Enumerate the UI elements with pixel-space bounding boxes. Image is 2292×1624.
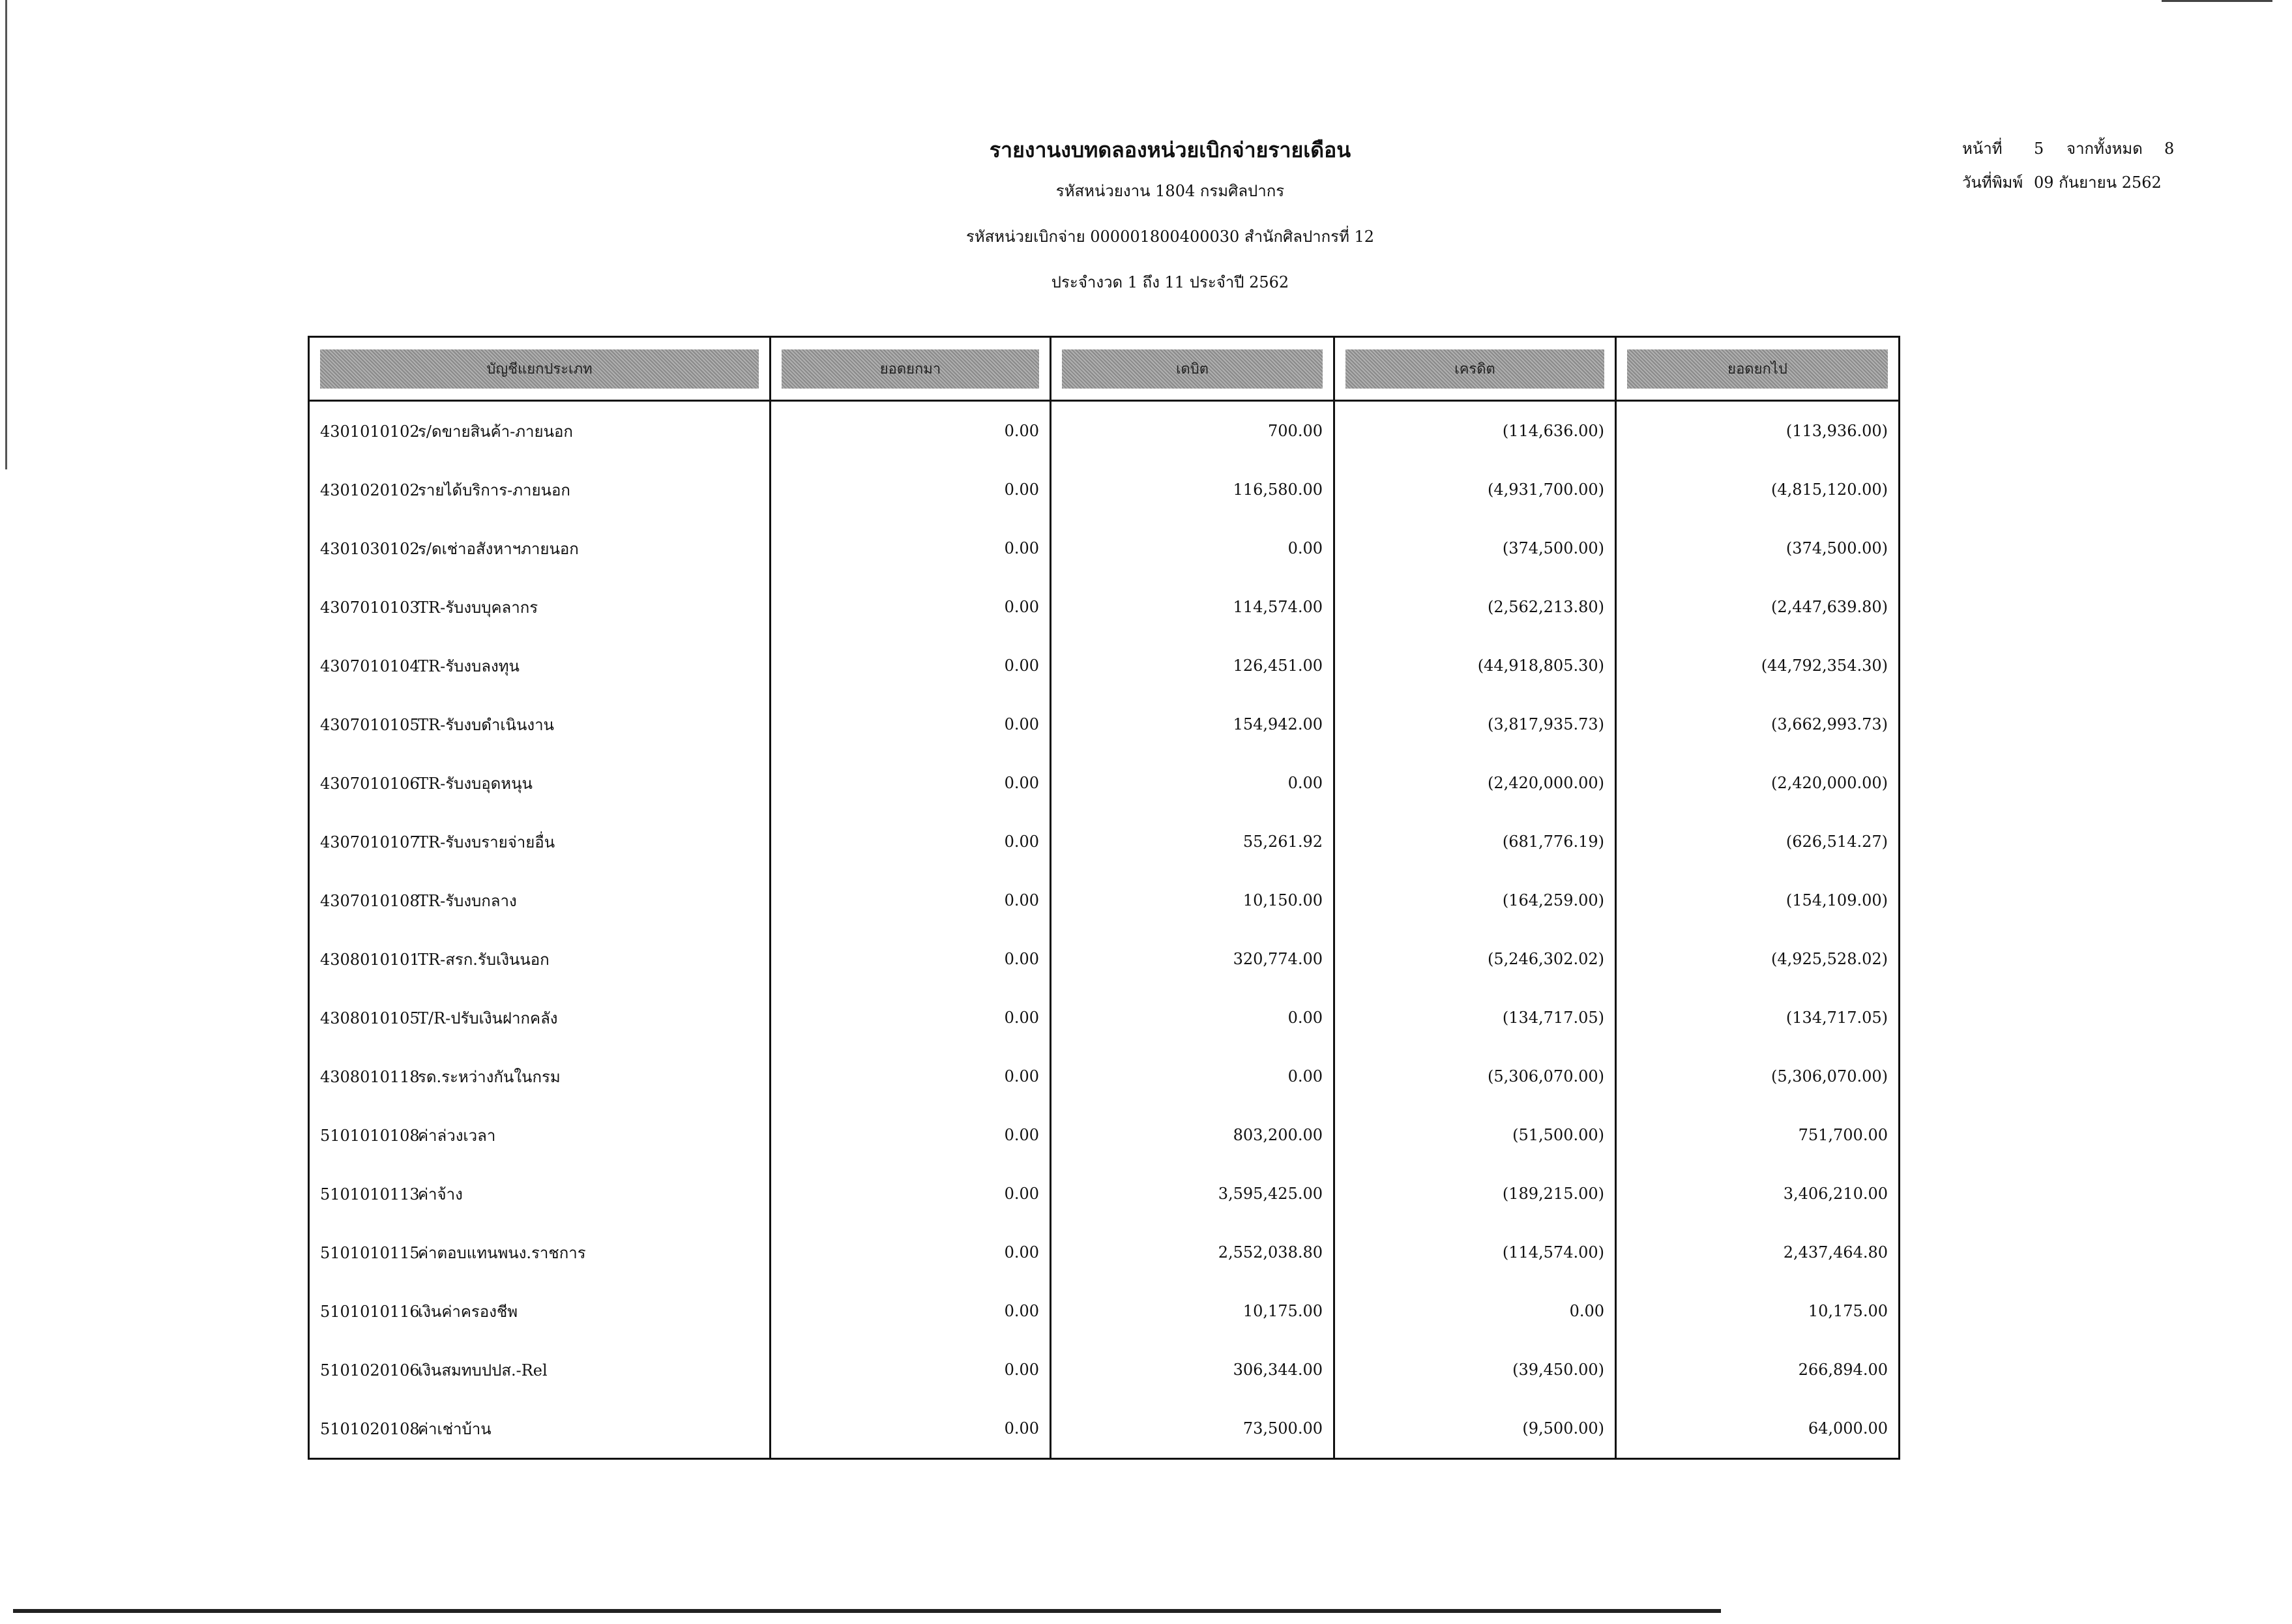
table-row [309,930,1900,988]
opening-balance: 0.00 [771,871,1051,930]
opening-balance: 0.00 [771,578,1051,636]
credit-amount: (4,931,700.00) [1334,460,1616,519]
table-row [309,1223,1900,1282]
trial-balance-table [308,336,1900,1460]
account-code: 4307010103 [320,598,420,617]
debit-amount: 0.00 [1051,519,1334,578]
account-cell [309,812,771,871]
account-code: 4307010108 [320,891,420,910]
closing-balance: (2,420,000.00) [1616,754,1900,812]
table-body [309,401,1900,1459]
closing-balance: (626,514.27) [1616,812,1900,871]
col-header-debit: เดบิต [1051,337,1334,401]
debit-amount: 0.00 [1051,1047,1334,1106]
table-row [309,1164,1900,1223]
account-name: เงินสมทบปปส.-Rel [418,1361,548,1380]
account-name: รายได้บริการ-ภายนอก [418,480,570,499]
report-header [782,134,1558,289]
opening-balance: 0.00 [771,460,1051,519]
table-row [309,1106,1900,1164]
print-date: 09 กันยายน 2562 [2034,173,2162,192]
table-header-row [309,337,1900,401]
account-code: 5101010116 [320,1302,420,1321]
debit-amount: 10,150.00 [1051,871,1334,930]
closing-balance: 3,406,210.00 [1616,1164,1900,1223]
opening-balance: 0.00 [771,812,1051,871]
debit-amount: 2,552,038.80 [1051,1223,1334,1282]
opening-balance: 0.00 [771,1282,1051,1340]
opening-balance: 0.00 [771,519,1051,578]
account-cell [309,519,771,578]
opening-balance: 0.00 [771,695,1051,754]
account-cell [309,1164,771,1223]
account-name: T/R-ปรับเงินฝากคลัง [418,1009,558,1027]
credit-amount: (2,562,213.80) [1334,578,1616,636]
account-name: ค่าตอบแทนพนง.ราชการ [418,1243,586,1262]
account-name: ค่าเช่าบ้าน [418,1419,492,1438]
account-cell [309,988,771,1047]
credit-amount: (51,500.00) [1334,1106,1616,1164]
opening-balance: 0.00 [771,1047,1051,1106]
closing-balance: (113,936.00) [1616,401,1900,461]
account-name: TR-รับงบอุดหนุน [418,774,533,793]
table-row [309,812,1900,871]
debit-amount: 320,774.00 [1051,930,1334,988]
debit-amount: 154,942.00 [1051,695,1334,754]
account-cell [309,401,771,461]
credit-amount: (9,500.00) [1334,1399,1616,1459]
table-row [309,695,1900,754]
account-cell [309,1106,771,1164]
credit-amount: (39,450.00) [1334,1340,1616,1399]
page-label: หน้าที่ [1962,140,2003,158]
scan-edge-bottom [13,1609,1721,1613]
table-row [309,988,1900,1047]
debit-amount: 114,574.00 [1051,578,1334,636]
closing-balance: (134,717.05) [1616,988,1900,1047]
credit-amount: (189,215.00) [1334,1164,1616,1223]
debit-amount: 0.00 [1051,988,1334,1047]
debit-amount: 700.00 [1051,401,1334,461]
closing-balance: (374,500.00) [1616,519,1900,578]
account-code: 4301030102 [320,539,420,558]
account-cell [309,636,771,695]
closing-balance: (4,925,528.02) [1616,930,1900,988]
agency-code: รหัสหน่วยงาน 1804 กรมศิลปากร [1055,182,1285,200]
credit-amount: (134,717.05) [1334,988,1616,1047]
account-code: 5101010115 [320,1243,420,1262]
account-name: TR-รับงบกลาง [418,891,517,910]
debit-amount: 55,261.92 [1051,812,1334,871]
account-name: TR-รับงบบุคลากร [418,598,538,617]
account-name: TR-รับงบลงทุน [418,657,520,675]
account-code: 4307010107 [320,833,420,851]
account-name: TR-สรก.รับเงินนอก [418,950,550,969]
account-code: 5101010108 [320,1126,420,1145]
account-cell [309,460,771,519]
report-title: รายงานงบทดลองหน่วยเบิกจ่ายรายเดือน [989,138,1351,162]
account-cell [309,1399,771,1459]
table-row [309,578,1900,636]
table-row [309,519,1900,578]
credit-amount: (5,306,070.00) [1334,1047,1616,1106]
debit-amount: 0.00 [1051,754,1334,812]
table-row [309,1047,1900,1106]
opening-balance: 0.00 [771,1164,1051,1223]
debit-amount: 10,175.00 [1051,1282,1334,1340]
disburse-unit: รหัสหน่วยเบิกจ่าย 000001800400030 สำนักศิลปากรที่ 12 [965,228,1375,246]
credit-amount: (3,817,935.73) [1334,695,1616,754]
account-code: 4301020102 [320,480,420,499]
col-header-account: บัญชีแยกประเภท [309,337,771,401]
debit-amount: 73,500.00 [1051,1399,1334,1459]
opening-balance: 0.00 [771,754,1051,812]
debit-amount: 3,595,425.00 [1051,1164,1334,1223]
scan-edge-left [5,0,7,469]
table-row [309,636,1900,695]
account-cell [309,1282,771,1340]
table-row [309,1340,1900,1399]
account-code: 4308010118 [320,1067,420,1086]
debit-amount: 116,580.00 [1051,460,1334,519]
opening-balance: 0.00 [771,1106,1051,1164]
credit-amount: 0.00 [1334,1282,1616,1340]
opening-balance: 0.00 [771,636,1051,695]
debit-amount: 306,344.00 [1051,1340,1334,1399]
debit-amount: 126,451.00 [1051,636,1334,695]
closing-balance: 64,000.00 [1616,1399,1900,1459]
table-row [309,1399,1900,1459]
table-row [309,1282,1900,1340]
opening-balance: 0.00 [771,1399,1051,1459]
account-name: TR-รับงบรายจ่ายอื่น [418,833,555,851]
account-name: ร/ดเช่าอสังหาฯภายนอก [418,539,579,558]
credit-amount: (44,918,805.30) [1334,636,1616,695]
account-code: 4308010105 [320,1009,420,1027]
total-pages: 8 [2164,140,2175,158]
opening-balance: 0.00 [771,1340,1051,1399]
col-header-closing: ยอดยกไป [1616,337,1900,401]
closing-balance: 751,700.00 [1616,1106,1900,1164]
account-code: 4308010101 [320,950,420,969]
table-row [309,401,1900,461]
credit-amount: (114,636.00) [1334,401,1616,461]
account-code: 5101020106 [320,1361,420,1380]
account-cell [309,754,771,812]
col-header-opening: ยอดยกมา [771,337,1051,401]
account-code: 5101010113 [320,1185,420,1203]
closing-balance: (3,662,993.73) [1616,695,1900,754]
account-name: ค่าล่วงเวลา [418,1126,496,1145]
account-code: 4301010102 [320,422,420,441]
account-code: 4307010106 [320,774,420,793]
closing-balance: (5,306,070.00) [1616,1047,1900,1106]
account-name: ร/ดขายสินค้า-ภายนอก [418,422,573,441]
closing-balance: (2,447,639.80) [1616,578,1900,636]
opening-balance: 0.00 [771,930,1051,988]
closing-balance: 266,894.00 [1616,1340,1900,1399]
closing-balance: 2,437,464.80 [1616,1223,1900,1282]
table-row [309,871,1900,930]
account-code: 5101020108 [320,1419,420,1438]
account-cell [309,695,771,754]
closing-balance: (154,109.00) [1616,871,1900,930]
credit-amount: (374,500.00) [1334,519,1616,578]
account-name: TR-รับงบดำเนินงาน [418,715,554,734]
print-date-label: วันที่พิมพ์ [1962,173,2023,192]
page-meta [1962,132,2174,199]
table-row [309,754,1900,812]
account-cell [309,1047,771,1106]
scan-edge-top [2162,0,2272,2]
col-header-credit: เครดิต [1334,337,1616,401]
total-label: จากทั้งหมด [2066,140,2143,158]
credit-amount: (5,246,302.02) [1334,930,1616,988]
account-code: 4307010105 [320,715,420,734]
opening-balance: 0.00 [771,401,1051,461]
closing-balance: (44,792,354.30) [1616,636,1900,695]
account-code: 4307010104 [320,657,420,675]
opening-balance: 0.00 [771,988,1051,1047]
account-name: รด.ระหว่างกันในกรม [418,1067,561,1086]
account-cell [309,578,771,636]
account-name: เงินค่าครองชีพ [418,1302,518,1321]
closing-balance: (4,815,120.00) [1616,460,1900,519]
account-cell [309,1223,771,1282]
account-cell [309,1340,771,1399]
credit-amount: (681,776.19) [1334,812,1616,871]
page-number: 5 [2034,140,2044,158]
credit-amount: (114,574.00) [1334,1223,1616,1282]
credit-amount: (164,259.00) [1334,871,1616,930]
credit-amount: (2,420,000.00) [1334,754,1616,812]
account-cell [309,930,771,988]
table-row [309,460,1900,519]
debit-amount: 803,200.00 [1051,1106,1334,1164]
report-period: ประจำงวด 1 ถึง 11 ประจำปี 2562 [1051,273,1289,291]
account-name: ค่าจ้าง [418,1185,463,1203]
opening-balance: 0.00 [771,1223,1051,1282]
account-cell [309,871,771,930]
closing-balance: 10,175.00 [1616,1282,1900,1340]
